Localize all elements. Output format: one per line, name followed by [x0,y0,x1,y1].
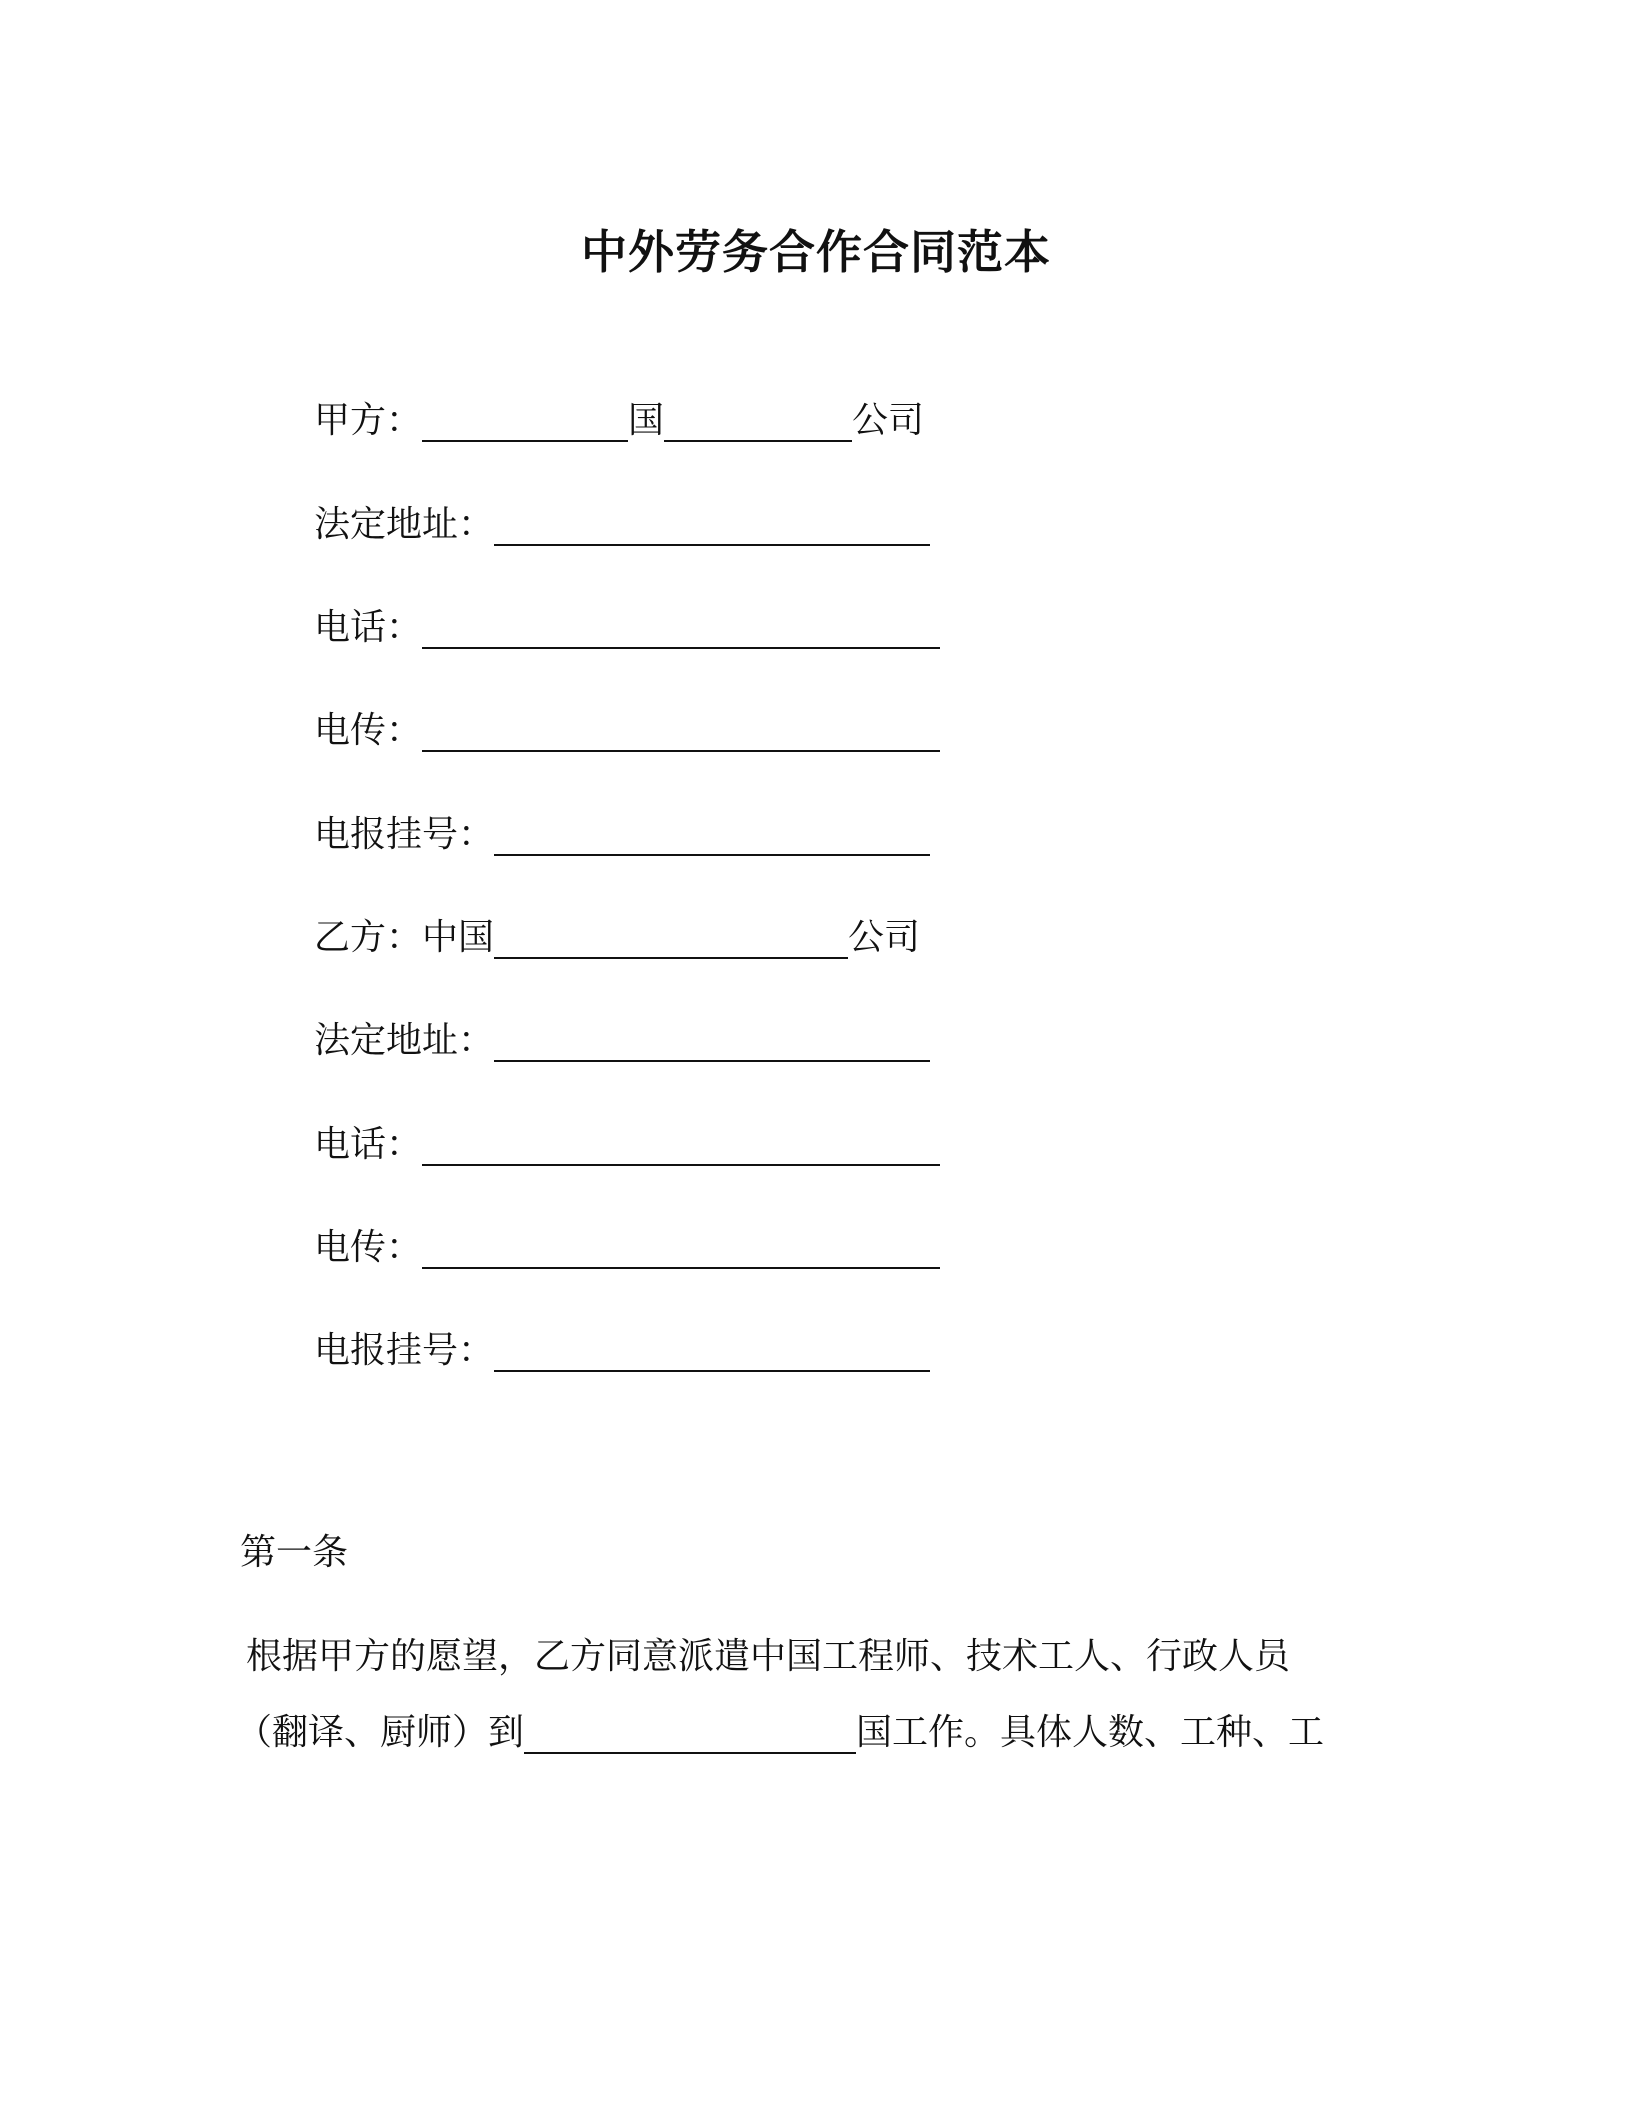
article-1-line-1-text: 根据甲方的愿望，乙方同意派遣中国工程师、技术工人、行政人员 [246,1636,1291,1677]
party-a-country-suffix: 国 [628,400,665,441]
party-a-address-label: 法定地址： [314,504,495,545]
party-a-telex-line [314,810,930,860]
party-a-company-suffix: 公司 [852,400,925,441]
article-1-heading: 第一条 [240,1532,349,1573]
party-b-fax-line [314,1223,940,1273]
party-b-telex-blank[interactable] [494,1330,930,1372]
party-b-address-blank[interactable] [494,1020,930,1062]
party-b-address-line [314,1016,930,1066]
party-a-phone-line [314,603,940,653]
party-b-phone-line [314,1120,940,1170]
party-b-company-suffix: 公司 [848,917,921,958]
party-a-phone-blank[interactable] [422,607,940,649]
party-a-company-blank[interactable] [664,400,852,442]
party-a-telex-blank[interactable] [494,814,930,856]
party-a-telex-label: 电报挂号： [314,814,495,855]
article-1-line-2 [236,1708,1324,1758]
party-b-company-blank[interactable] [494,917,848,959]
party-b-name-label: 乙方：中国 [314,917,495,958]
party-b-phone-blank[interactable] [422,1124,940,1166]
document-title: 中外劳务合作合同范本 [581,225,1051,279]
party-b-fax-blank[interactable] [422,1227,940,1269]
party-a-fax-line [314,706,940,756]
party-b-phone-label: 电话： [314,1124,423,1165]
party-b-fax-label: 电传： [314,1227,423,1268]
party-b-name-line [314,913,920,963]
article-1-line-2-before: （翻译、厨师）到 [236,1712,525,1753]
party-a-address-line [314,500,930,550]
party-a-country-blank[interactable] [422,400,628,442]
article-1-line-1 [246,1632,1290,1682]
party-b-telex-label: 电报挂号： [314,1330,495,1371]
party-a-address-blank[interactable] [494,504,930,546]
party-a-phone-label: 电话： [314,607,423,648]
party-a-fax-label: 电传： [314,710,423,751]
article-1-country-blank[interactable] [524,1712,856,1754]
party-a-fax-blank[interactable] [422,710,940,752]
party-a-name-line [314,396,924,446]
party-b-address-label: 法定地址： [314,1020,495,1061]
party-a-name-label: 甲方： [314,400,423,441]
party-b-telex-line [314,1326,930,1376]
article-1-line-2-after: 国工作。具体人数、工种、工 [856,1712,1325,1753]
